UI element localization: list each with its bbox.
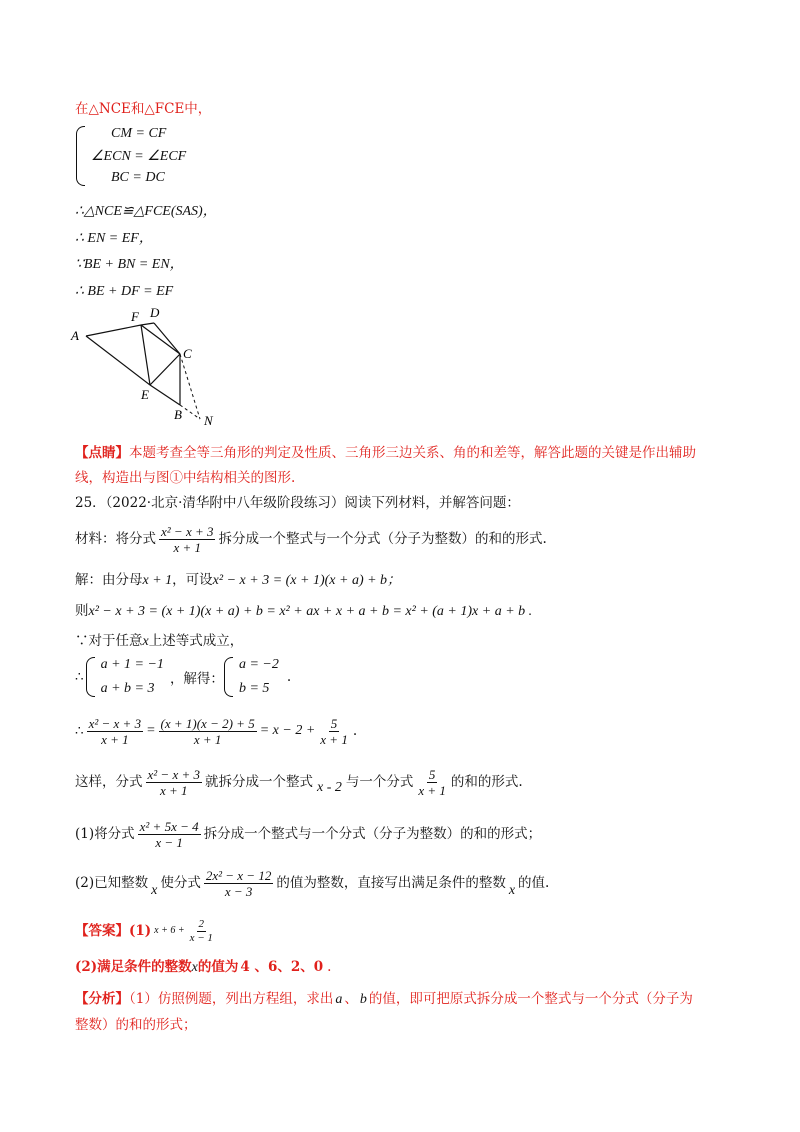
- dianjing-line-1: [75, 444, 696, 462]
- dianjing-label: 【点睛】: [75, 445, 129, 461]
- fraction-3: [318, 716, 350, 747]
- line-l5: ∴ BE + DF = EF: [75, 284, 174, 299]
- text-line-1: [75, 100, 211, 118]
- brace: [224, 657, 233, 697]
- answer-2-end: .: [327, 959, 332, 975]
- equation-system-3: [224, 657, 279, 697]
- jie-pre: 解：由分母: [75, 572, 143, 588]
- frac-num: 5: [330, 715, 338, 731]
- zheyang-line: [75, 763, 523, 801]
- p2-mid: 使分式: [160, 875, 201, 891]
- fraction-2: [159, 716, 257, 747]
- dui-post: 上述等式成立，: [148, 633, 244, 649]
- analysis-text-1a: （1）仿照例题，列出方程组，求出: [129, 991, 334, 1007]
- answer-1-expr: x + 6 +: [154, 925, 185, 936]
- system-row: b = 5: [238, 681, 270, 696]
- p2-x2: x: [508, 883, 516, 898]
- analysis-text-2: 整数）的和的形式；: [75, 1017, 197, 1033]
- jie-line: [75, 571, 401, 590]
- analysis-b: b: [359, 992, 367, 1007]
- material-line: [75, 522, 547, 556]
- analysis-sep: 、: [344, 991, 358, 1007]
- dui-line: [75, 632, 243, 651]
- jie-mid: ，可设: [172, 572, 213, 588]
- frac-num: (x + 1)(x − 2) + 5: [160, 715, 255, 731]
- label-N: N: [204, 413, 213, 428]
- brace: [76, 126, 85, 186]
- answer-label: 【答案】: [75, 923, 129, 939]
- label-C: C: [183, 346, 192, 361]
- label-F: F: [131, 309, 139, 324]
- system-row: a + b = 3: [100, 681, 155, 696]
- zheyang-post: 的和的形式.: [450, 774, 523, 790]
- frac-den: x + 1: [101, 731, 129, 747]
- text-line-3: [75, 229, 153, 248]
- system-row: BC = DC: [111, 170, 165, 185]
- dianjing-text-1: 本题考查全等三角形的判定及性质、三角形三边关系、角的和差等，解答此题的关键是作出辅助: [129, 445, 696, 461]
- analysis-line-2: [75, 1016, 197, 1034]
- material-pre: 材料：将分式: [75, 531, 156, 547]
- frac-num: x² + 5x − 4: [139, 818, 199, 834]
- fraction-p1: [138, 819, 201, 850]
- label-B: B: [174, 407, 182, 422]
- text-line-4: [75, 255, 184, 274]
- dianjing-line-2: [75, 469, 295, 487]
- geometry-figure: [68, 303, 238, 433]
- fraction-5: [416, 767, 448, 798]
- zheyang-pre: 这样，分式: [75, 774, 143, 790]
- label-D: D: [150, 305, 160, 320]
- sys2-mid: ，解得：: [169, 671, 224, 687]
- p1-pre: (1)将分式: [75, 826, 135, 842]
- fraction-zheyang: [146, 767, 202, 798]
- sys3-post: .: [286, 669, 292, 685]
- dianjing-text-2: 线，构造出与图①中结构相关的图形.: [75, 470, 296, 486]
- text-line-2: [75, 202, 217, 221]
- answer-line-2: [75, 958, 331, 977]
- p1-post: 拆分成一个整式与一个分式（分子为整数）的和的形式；: [203, 826, 542, 842]
- system-rows: [101, 657, 164, 697]
- answer-2-pre: (2)满足条件的整数: [75, 959, 192, 975]
- p2-post: 的值为整数，直接写出满足条件的整数: [276, 875, 506, 891]
- analysis-text-1b: 的值，即可把原式拆分成一个整式与一个分式（分子为: [368, 991, 693, 1007]
- material-post: 拆分成一个整式与一个分式（分子为整数）的和的形式.: [218, 531, 547, 547]
- system-row: a + 1 = −1: [100, 657, 164, 672]
- frac-num: x² − x + 3: [161, 523, 214, 539]
- fraction-answer: [188, 918, 215, 945]
- frac-den: x − 3: [224, 883, 253, 899]
- text-line-5: [75, 282, 173, 301]
- label-A: A: [71, 328, 79, 343]
- system-row: CM = CF: [111, 126, 167, 141]
- zheyang-poly: x - 2: [316, 780, 342, 795]
- p2-x: x: [151, 883, 158, 898]
- zheyang-mid: 就拆分成一个整式: [204, 774, 313, 790]
- problem-1-line: [75, 815, 541, 853]
- equation-system-2: [86, 657, 164, 697]
- frac-den: x + 1: [418, 782, 446, 798]
- frac-num: 2: [198, 917, 205, 930]
- dui-pre: ∵对于任意: [75, 633, 143, 649]
- therefore: ∴: [75, 723, 84, 739]
- ze-label: 则: [75, 603, 89, 619]
- answer-1-pre: (1): [129, 923, 152, 939]
- problem-2-line: [75, 863, 549, 903]
- label-E: E: [141, 387, 149, 402]
- analysis-line-1: [75, 990, 693, 1009]
- sys2-prefix: ∴: [75, 669, 84, 685]
- analysis-label: 【分析】: [75, 991, 129, 1007]
- ze-eq: x² − x + 3 = (x + 1)(x + a) + b = x² + ax + x + a + b = x² + (a + 1)x + a + b .: [88, 604, 533, 619]
- system-row: ∠ECN = ∠ECF: [91, 148, 187, 164]
- question-25-title: [75, 494, 520, 512]
- ze-line: [75, 602, 532, 621]
- frac-num: 5: [428, 766, 436, 782]
- equation-line: ∴ $\frac{\text{x² − x + 3}}{x + 1}$ = $\frac{(x + 1)(x - 2) + 5}{x + 1}$ = x − 2 + $\frac{5}{x + 1}$ .: [75, 715, 358, 747]
- line-l3: ∴ EN = EF，: [75, 231, 153, 246]
- frac-den: x + 1: [193, 731, 222, 747]
- frac-den: x − 1: [155, 834, 183, 850]
- p2-pre: (2)已知整数: [75, 875, 149, 891]
- answer-2-x: x: [191, 960, 198, 975]
- frac-num: x² − x + 3: [147, 766, 200, 782]
- answer-line-1: [75, 914, 218, 948]
- fraction-1: [87, 716, 143, 747]
- brace: [86, 657, 95, 697]
- system-rows: [239, 657, 279, 697]
- fraction-material: [159, 524, 215, 555]
- frac-den: x + 1: [320, 731, 348, 747]
- analysis-a: a: [335, 992, 343, 1007]
- frac-den: x + 1: [159, 782, 188, 798]
- solve-line: [75, 656, 291, 698]
- dui-x: x: [142, 634, 149, 649]
- equation-system-1: [76, 126, 186, 186]
- answer-2-post: 的值为: [197, 959, 239, 975]
- frac-den: x + 1: [173, 539, 202, 555]
- p2-end: 的值.: [518, 875, 550, 891]
- jie-eq: x² − x + 3 = (x + 1)(x + a) + b；: [212, 573, 402, 588]
- eq-mid: = x − 2 +: [259, 723, 316, 738]
- eq-end: .: [352, 723, 358, 739]
- fraction-p2: [204, 868, 273, 899]
- system-row: a = −2: [238, 657, 279, 672]
- line-l2: ∴△NCE≌△FCE(SAS)，: [75, 204, 217, 219]
- line-l4: ∵BE + BN = EN，: [75, 257, 184, 272]
- frac-num: 2x² − x − 12: [205, 867, 272, 883]
- answer-2-values: 4 、6、2、0: [240, 959, 324, 975]
- line-l1: 在△NCE和△FCE中，: [75, 101, 212, 117]
- q25-text: 25．（2022·北京·清华附中八年级阶段练习）阅读下列材料，并解答问题：: [75, 495, 520, 511]
- jie-denom: x + 1: [142, 573, 173, 588]
- system-rows: [91, 126, 186, 186]
- zheyang-mid2: 与一个分式: [345, 774, 414, 790]
- frac-den: x − 1: [189, 931, 213, 944]
- frac-num: x² − x + 3: [88, 715, 142, 731]
